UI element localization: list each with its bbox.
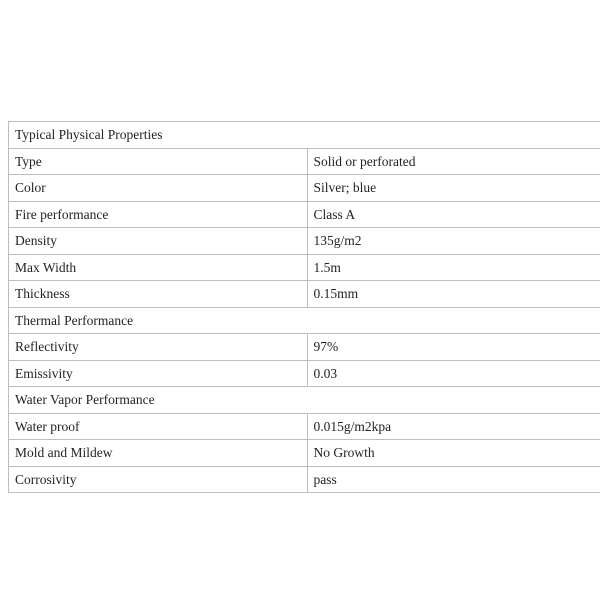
table-row (9, 387, 600, 414)
row-value-cell: pass (307, 466, 600, 493)
table-row (9, 307, 600, 334)
section-header-cell: Water Vapor Performance (9, 387, 600, 414)
section-header-cell: Thermal Performance (9, 307, 600, 334)
row-label-cell: Water proof (9, 413, 308, 440)
row-label-cell: Color (9, 175, 308, 202)
typical-physical-properties-table (8, 121, 600, 493)
table-row (9, 281, 600, 308)
row-value-cell: Class A (307, 201, 600, 228)
row-label-cell: Type (9, 148, 308, 175)
row-value-cell: Solid or perforated (307, 148, 600, 175)
table-body (9, 122, 600, 493)
section-header-cell: Typical Physical Properties (9, 122, 600, 149)
row-label-cell: Density (9, 228, 308, 255)
row-value-cell: 135g/m2 (307, 228, 600, 255)
table-row (9, 148, 600, 175)
table-row (9, 175, 600, 202)
row-label-cell: Corrosivity (9, 466, 308, 493)
table-row (9, 228, 600, 255)
table-row (9, 413, 600, 440)
row-value-cell: Silver; blue (307, 175, 600, 202)
row-label-cell: Fire performance (9, 201, 308, 228)
row-label-cell: Thickness (9, 281, 308, 308)
table-row (9, 360, 600, 387)
row-value-cell: 0.03 (307, 360, 600, 387)
row-label-cell: Max Width (9, 254, 308, 281)
row-value-cell: 0.015g/m2kpa (307, 413, 600, 440)
spec-table-container (8, 121, 592, 493)
table-row (9, 440, 600, 467)
table-row (9, 334, 600, 361)
row-value-cell: 97% (307, 334, 600, 361)
row-value-cell: 1.5m (307, 254, 600, 281)
row-value-cell: 0.15mm (307, 281, 600, 308)
table-row (9, 122, 600, 149)
row-label-cell: Mold and Mildew (9, 440, 308, 467)
row-label-cell: Emissivity (9, 360, 308, 387)
row-value-cell: No Growth (307, 440, 600, 467)
table-row (9, 466, 600, 493)
row-label-cell: Reflectivity (9, 334, 308, 361)
table-row (9, 254, 600, 281)
table-row (9, 201, 600, 228)
